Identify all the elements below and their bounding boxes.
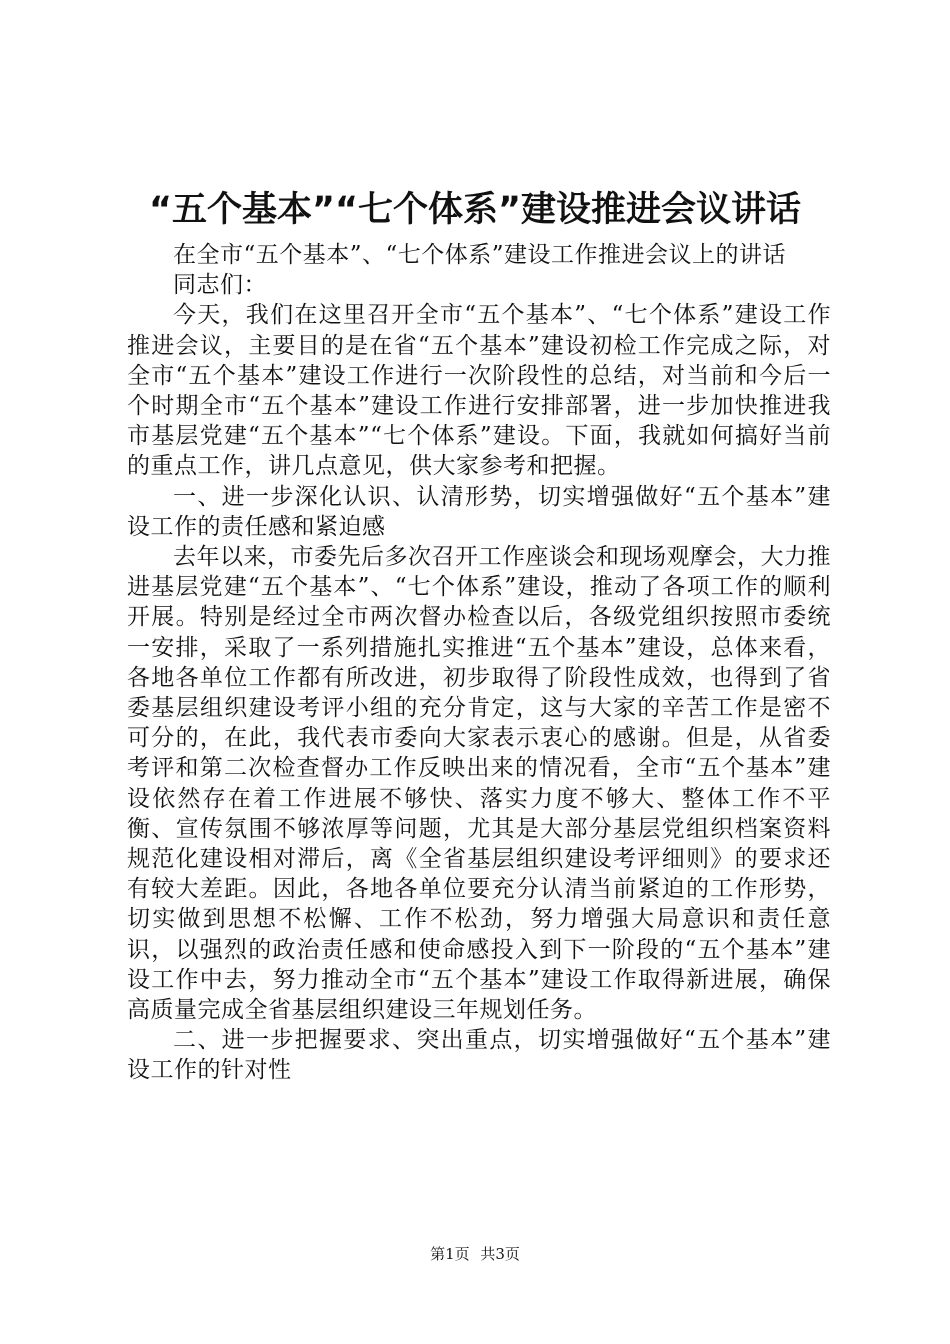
- page-total: 共3页: [480, 1245, 520, 1263]
- paragraph-section-1: 去年以来，市委先后多次召开工作座谈会和现场观摩会，大力推进基层党建“五个基本”、“七个体系”建设，推动了各项工作的顺利开展。特别是经过全市两次督办检查以后，各级党组织按照市委统一安排，采取了一系列措施扎实推进“五个基本”建设，总体来看，各地各单位工作都有所改进，初步取得了阶段性成效，也得到了省委基层组织建设考评小组的充分肯定，这与大家的辛苦工作是密不可分的，在此，我代表市委向大家表示衷心的感谢。但是，从省委考评和第二次检查督办工作反映出来的情况看，全市“五个基本”建设依然存在着工作进展不够快、落实力度不够大、整体工作不平衡、宣传氛围不够浓厚等问题，尤其是大部分基层党组织档案资料规范化建设相对滞后，离《全省基层组织建设考评细则》的要求还有较大差距。因此，各地各单位要充分认清当前紧迫的工作形势，切实做到思想不松懈、工作不松劲，努力增强大局意识和责任意识，以强烈的政治责任感和使命感投入到下一阶段的“五个基本”建设工作中去，努力推动全市“五个基本”建设工作取得新进展，确保高质量完成全省基层组织建设三年规划任务。: [127, 544, 831, 1024]
- document-title: “五个基本”“七个体系”建设推进会议讲话: [148, 190, 801, 230]
- document-body: [127, 240, 831, 1086]
- page-number: 第1页: [430, 1245, 470, 1263]
- paragraph-salutation: 同志们：: [173, 272, 267, 299]
- page-footer: [0, 1244, 950, 1264]
- paragraph-subtitle: 在全市“五个基本”、“七个体系”建设工作推进会议上的讲话: [173, 242, 787, 268]
- section-heading-2: 二、进一步把握要求、突出重点，切实增强做好“五个基本”建设工作的针对性: [127, 1027, 831, 1084]
- section-heading-1: 一、进一步深化认识、认清形势，切实增强做好“五个基本”建设工作的责任感和紧迫感: [127, 483, 831, 540]
- paragraph-intro: 今天，我们在这里召开全市“五个基本”、“七个体系”建设工作推进会议，主要目的是在省“五个基本”建设初检工作完成之际，对全市“五个基本”建设工作进行一次阶段性的总结，对当前和今后一个时期全市“五个基本”建设工作进行安排部署，进一步加快推进我市基层党建“五个基本”“七个体系”建设。下面，我就如何搞好当前的重点工作，讲几点意见，供大家参考和把握。: [127, 302, 831, 480]
